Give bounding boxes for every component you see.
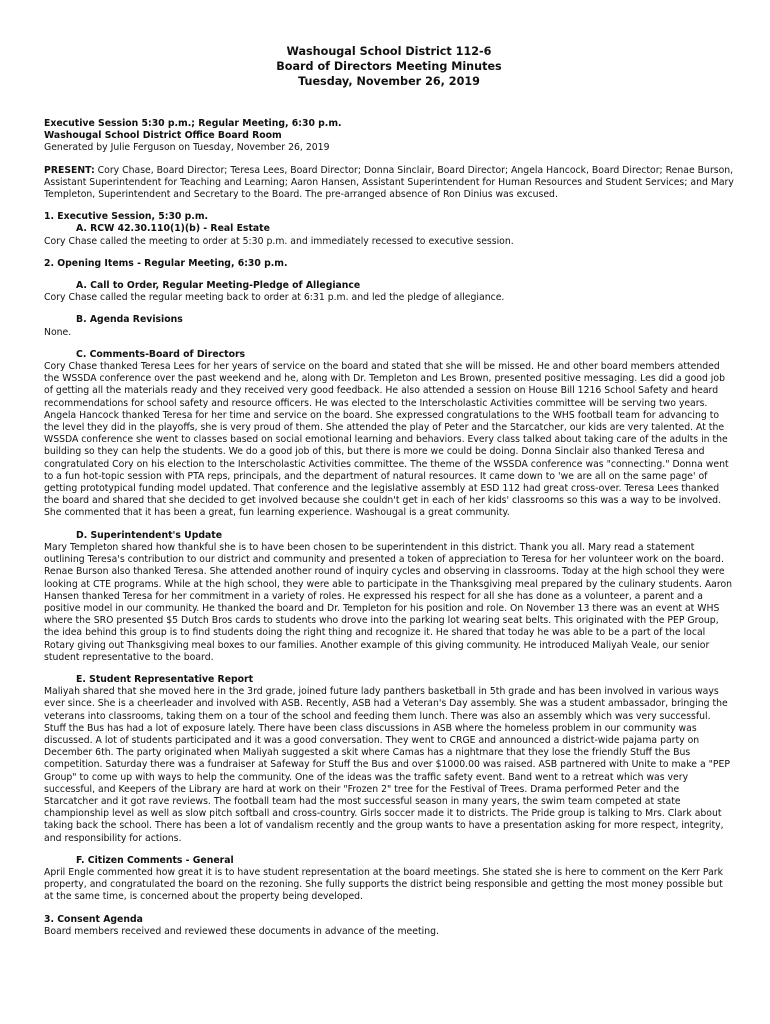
section-heading-opening: 2. Opening Items - Regular Meeting, 6:30 p.m. [44,257,288,269]
present-paragraph [44,165,734,202]
subheading-agenda-revisions: B. Agenda Revisions [76,314,183,326]
session-times: Executive Session 5:30 p.m.; Regular Meeting, 6:30 p.m. [44,118,342,129]
superintendent-update-text: Mary Templeton shared how thankful she is to have been chosen to be superintendent in this district. Thank you all. Mary read a statement outlining Teresa's contribution to our district and community and presented a token of appreciation to Teresa for her volunteer work on the board. Renae Burson also thanked Teresa. She attended another round of inquiry cycles and observing in classrooms. Today at the high school they were looking at CTE programs. While at the high school, they were able to participate in the Thanksgiving meal prepared by the culinary students. Aaron Hansen thanked Teresa for her commitment in a variety of roles. He expressed his respect for all she has done as a volunteer, a parent and a positive model in our community. He thanked the board and Dr. Templeton for his position and role. On November 13 there was an event at WHS where the SRO presented $5 Dutch Bros cards to students who drove into the parking lot wearing seat belts. This originated with the PEP Group, the idea behind this group is to find students doing the right thing and recognize it. He shared that today he was able to be a part of the local Rotary giving out Thanksgiving meal boxes to our families. Another example of this giving community. He introduced Maliyah Veale, our senior student representative to the board. [44,541,733,663]
generated-by: Generated by Julie Ferguson on Tuesday, November 26, 2019 [44,142,330,154]
section-heading-executive: 1. Executive Session, 5:30 p.m. [44,211,209,223]
subheading-student-report: E. Student Representative Report [76,673,254,685]
board-comments-text: Cory Chase thanked Teresa Lees for her years of service on the board and stated that she will be missed. He and other board members attended the WSSDA conference over the past weekend and he, along with Dr. Templeton and Les Brown, presented positive messaging. Les did a good job of getting all the materials ready and they received very good feedback. He also attended a session on House Bill 1216 School Safety and heard recommendations for school safety and resource officers. He was elected to the Interscholastic Activities committee will be serving two years. Angela Hancock thanked Teresa for her time and service on the board. She expressed congratulations to the WHS football team for advancing to the level they did in the playoffs, she is very proud of them. She attended the play of Peter and the Starcatcher, our kids are very talented. At the WSSDA conference she went to classes based on social emotional learning and behaviors. Every class talked about taking care of the adults in the building so they can help the students. We do a good job of this, but there is more we could be doing. Donna Sinclair also thanked Teresa and congratulated Cory on his election to the Interscholastic Activities committee. The theme of the WSSDA conference was "connecting." Donna went to a fun hot-topic session with PTA reps, principals, and the department of natural resources. It came down to 'we are all on the same page' of getting prototypical funding model updated. That conference and the legislative assembly at ESD 112 had great cross-over. Teresa Lees thanked the board and shared that she decided to get involved because she couldn't get in each of her kids' classrooms so this was a way to be involved. She commented that it has been a great, fun learning experience. Washougal is a great community. [44,361,729,519]
subheading-superintendent-update: D. Superintendent's Update [76,529,223,541]
subheading-board-comments: C. Comments-Board of Directors [76,348,246,360]
citizen-comments-text: April Engle commented how great it is to have student representation at the board meetings. She stated she is here to comment on the Kerr Park property, and congratulated the board on the rezoning. She fully supports the district being responsible and getting the most money possible but at the same time, is concerned about the property being developed. [44,866,724,903]
executive-text: Cory Chase called the meeting to order at 5:30 p.m. and immediately recessed to executive session. [44,235,514,247]
document-title: Board of Directors Meeting Minutes [276,60,502,73]
district-title: Washougal School District 112-6 [286,45,492,58]
meeting-location: Washougal School District Office Board Room [44,130,282,142]
present-text: Cory Chase, Board Director; Teresa Lees, Board Director; Donna Sinclair, Board Director; Angela Hancock, Board Director; Renae Burson, Assistant Superintendent for Teaching and Learning; Aaron Hansen, Assistant Superintendent for Human Resources and Student Services; and Mary Templeton, Superintendent and Secretary to the Board. The pre-arranged absence of Ron Dinius was excused. [44,164,734,201]
consent-text: Board members received and reviewed these documents in advance of the meeting. [44,925,439,937]
minutes-page [44,44,734,938]
subheading-call-to-order: A. Call to Order, Regular Meeting-Pledge of Allegiance [76,280,361,292]
subheading-citizen-comments: F. Citizen Comments - General [76,854,234,866]
section-heading-consent: 3. Consent Agenda [44,913,143,925]
agenda-revisions-text: None. [44,326,72,338]
call-to-order-text: Cory Chase called the regular meeting back to order at 6:31 p.m. and led the pledge of allegiance. [44,292,505,304]
meeting-date: Tuesday, November 26, 2019 [298,75,480,88]
present-label: PRESENT: [44,164,95,176]
subheading-rcw: A. RCW 42.30.110(1)(b) - Real Estate [76,223,270,235]
student-report-text: Maliyah shared that she moved here in the 3rd grade, joined future lady panthers basketball in 5th grade and has been involved in various ways ever since. She is a cheerleader and involved with ASB. Recently, ASB had a Veteran's Day assembly. She was a student ambassador, bringing the veterans into classrooms, taking them on a tour of the school and feeding them lunch. There was also an assembly which was very successful. Stuff the Bus has had a lot of exposure lately. There have been class discussions in ASB where the homeless problem in our community was discussed. A lot of students participated and it was a good conversation. They went to CRGE and announced a district-wide pajama party on December 6th. The party originated when Maliyah suggested a skit where Camas has a nightmare that they lose the friendly Stuff the Bus competition. Saturday there was a fundraiser at Safeway for Stuff the Bus and over $1000.00 was raised. ASB partnered with Unite to make a "PEP Group" to come up with ways to help the community. One of the ideas was the traffic safety event. Band went to a retreat which was very successful, and Keepers of the Library are hard at work on their "Frozen 2" tree for the Festival of Trees. Drama performed Peter and the Starcatcher and it got rave reviews. The football team had the most successful season in many years, the swim team competed at state championship level as well as slow pitch softball and cross-country. Girls soccer made it to districts. The Pride group is talking to Mrs. Clark about taking back the school. There has been a lot of vandalism recently and the group wants to have a presentation asking for more respect, integrity, and responsibility for actions. [44,686,730,844]
